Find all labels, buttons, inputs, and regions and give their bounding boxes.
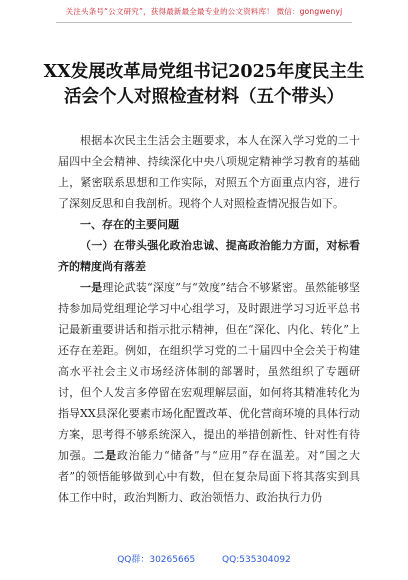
document-title: XX发展改革局党组书记2025年度民主生活会个人对照检查材料（五个带头） <box>43 62 365 107</box>
problem-paragraph-1 <box>58 277 360 508</box>
subsection-text: 在带头强化政治忠诚、提高政治能力方面，对标看齐的精度尚有落差 <box>58 239 360 273</box>
footer-qq-group: QQ群：30265665 <box>117 555 196 565</box>
intro-paragraph: 根据本次民主生活会主题要求，本人在深入学习党的二十届四中全会精神、持续深化中央八项规定精神学习教育的基础上，紧密联系思想和工作实际，对照五个方面重点内容，进行了深刻反思和自我剖析。现将个人对照检查情况报告如下。 <box>58 134 360 210</box>
subsection-heading <box>58 235 360 277</box>
problem-1-text: 理论武装“深度”与“效度”结合不够紧密。虽然能够坚持参加局党组理论学习中心组学习，及时跟进学习习近平总书记最新重要讲话和指示批示精神，但在“深化、内化、转化”上还存在差距。例如，在组织学习党的二十届四中全会关于构建高水平社会主义市场经济体制的部署时，虽然组织了专题研讨，但个人发言多停留在宏观理解层面，如何将其精准转化为指导XX县深化要素市场化配置改革、优化营商环境的具体行动方案，思考得不够系统深入，提出的举措创新性、针对性有待加强。 <box>58 281 361 462</box>
problem-2-lead: 二是 <box>93 449 117 462</box>
subsection-label: （一） <box>80 239 114 252</box>
section-heading: 一、存在的主要问题 <box>80 218 179 231</box>
header-divider <box>56 22 352 23</box>
problem-1-lead: 一是 <box>80 281 103 294</box>
problem-2-text: 政治能力“储备”与“应用”存在温差。对“国之大者”的领悟能够做到心中有数，但在复杂局面下将其落实到具体工作中时，政治判断力、政治领悟力、政治执行力仍 <box>58 449 361 504</box>
footer-contacts <box>0 552 408 565</box>
document-body <box>58 130 360 508</box>
header-note: 关注头条号“公文研究”，获得最新最全最专业的公文资料库！ 微信：gongwenyj <box>65 7 343 16</box>
footer-qq: QQ:535304092 <box>222 555 291 565</box>
